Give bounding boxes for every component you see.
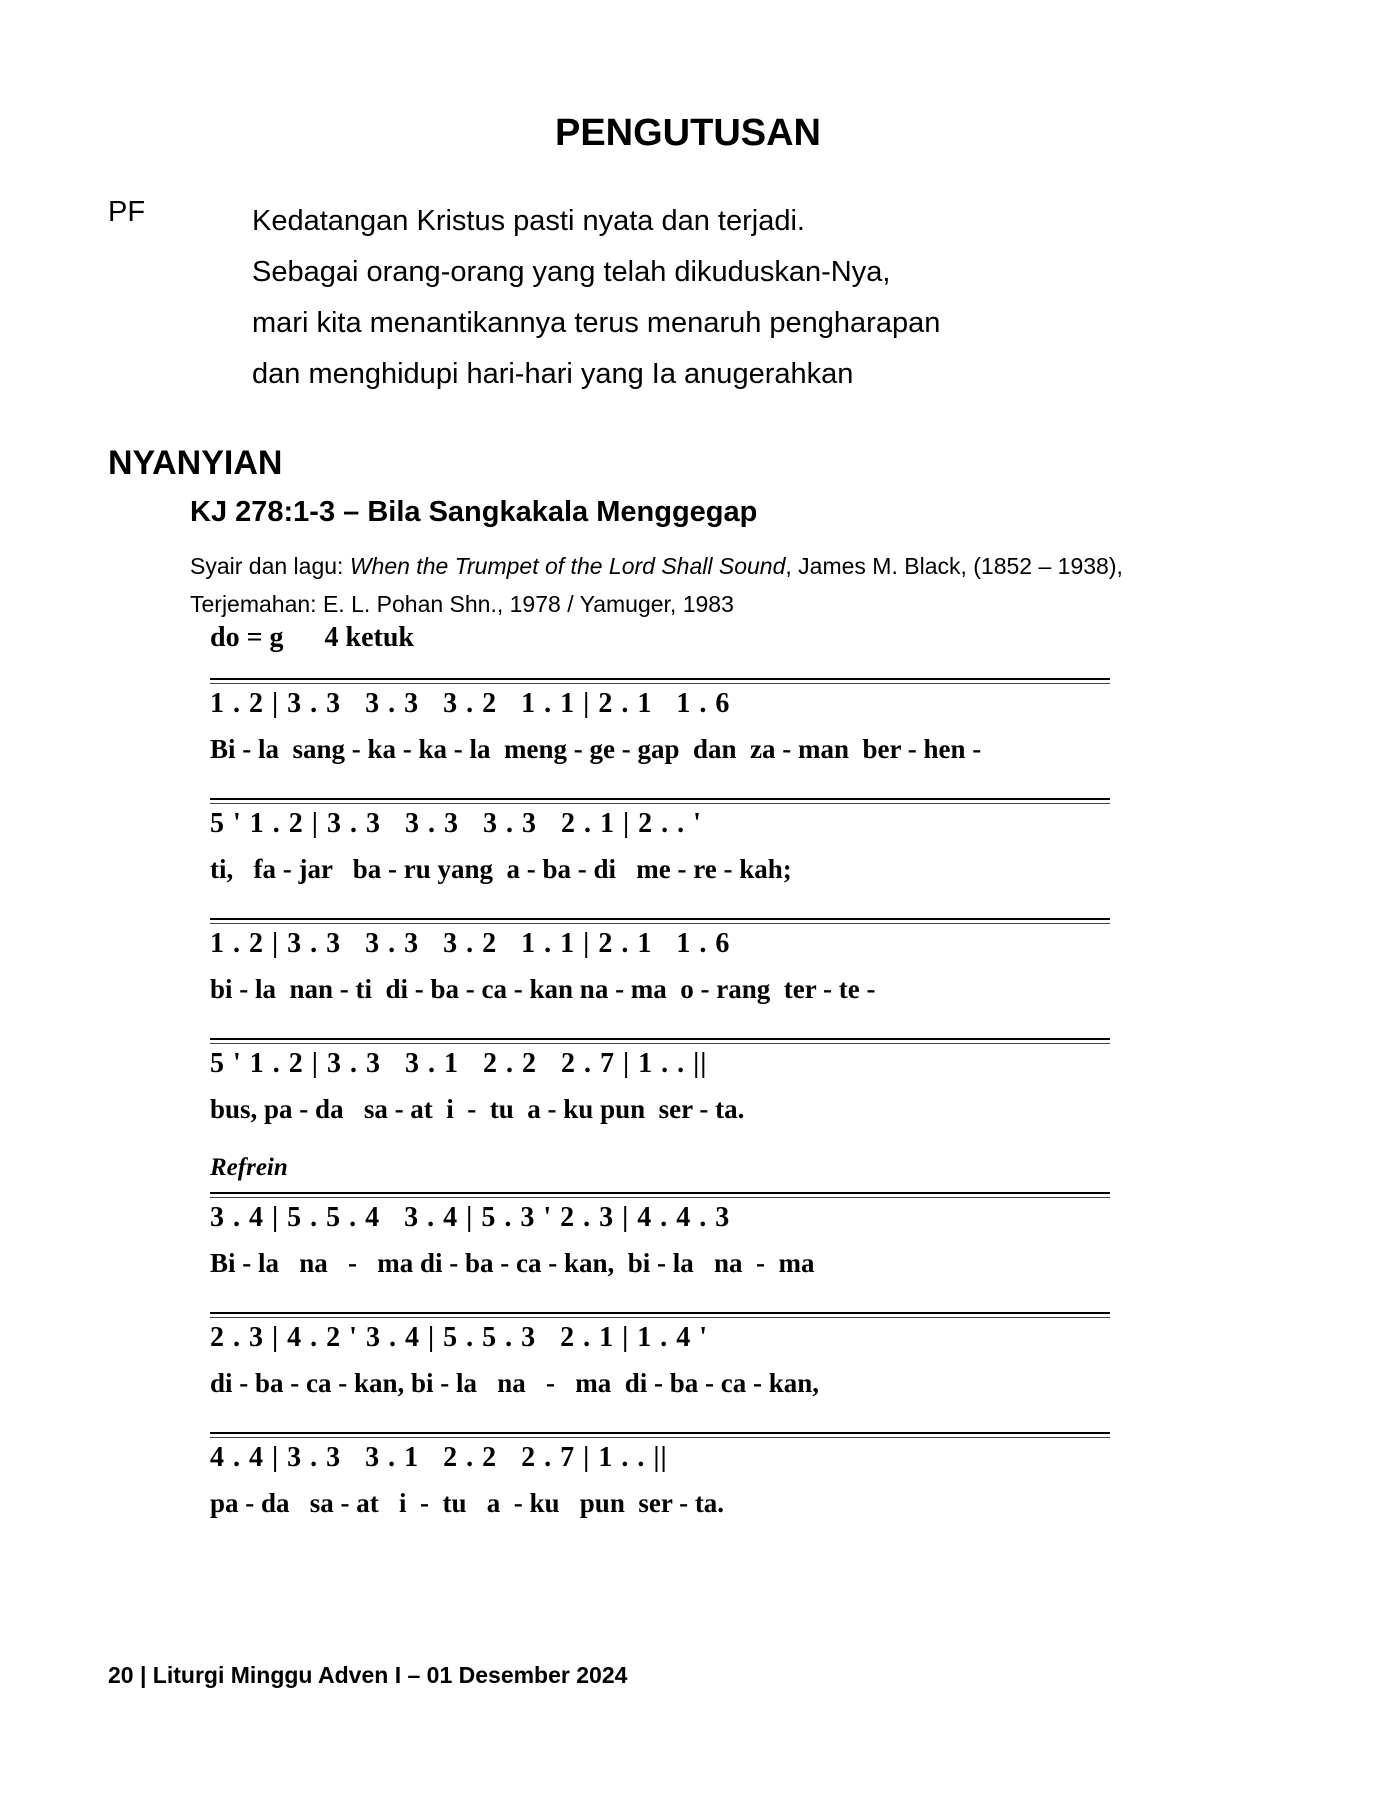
- lyrics-row: bi - la nan - ti di - ba - ca - kan na - ma o - rang ter - te -: [210, 974, 876, 1004]
- credit-prefix: Syair dan lagu:: [190, 553, 350, 579]
- lyrics-row: ti, fa - jar ba - ru yang a - ba - di me - re - kah;: [210, 854, 792, 884]
- notes-row: 2 . 3 | 4 . 2 ' 3 . 4 | 5 . 5 . 3 2 . 1 | 1 . 4 ': [210, 1308, 1110, 1368]
- page-footer: 20 | Liturgi Minggu Adven I – 01 Desember 2024: [108, 1662, 628, 1688]
- notes-row: 4 . 4 | 3 . 3 3 . 1 2 . 2 2 . 7 | 1 . . ||: [210, 1428, 1110, 1488]
- translation-line: Terjemahan: E. L. Pohan Shn., 1978 / Yamuger, 1983: [190, 591, 734, 617]
- hymn-title: KJ 278:1-3 – Bila Sangkakala Menggegap: [190, 496, 758, 528]
- section-heading: NYANYIAN: [108, 444, 283, 482]
- notes-row: 3 . 4 | 5 . 5 . 4 3 . 4 | 5 . 3 ' 2 . 3 | 4 . 4 . 3: [210, 1188, 1110, 1248]
- pf-line: mari kita menantikannya terus menaruh pengharapan: [252, 307, 941, 339]
- lyrics-row: Bi - la na - ma di - ba - ca - kan, bi - la na - ma: [210, 1248, 815, 1278]
- key-line: [210, 622, 1110, 674]
- credit-work: When the Trumpet of the Lord Shall Sound: [349, 553, 786, 579]
- pf-label: PF: [108, 196, 146, 228]
- score-system: [210, 1428, 1110, 1532]
- lyrics-row: bus, pa - da sa - at i - tu a - ku pun ser - ta.: [210, 1094, 745, 1124]
- refrain-label: Refrein: [210, 1154, 288, 1181]
- pf-line: Sebagai orang-orang yang telah dikuduskan-Nya,: [252, 256, 891, 288]
- score-system: [210, 1034, 1110, 1138]
- notes-row: 1 . 2 | 3 . 3 3 . 3 3 . 2 1 . 1 | 2 . 1 1 . 6: [210, 914, 1110, 974]
- lyrics-row: pa - da sa - at i - tu a - ku pun ser - ta.: [210, 1488, 725, 1518]
- credit-line: [190, 547, 1123, 585]
- page-title: PENGUTUSAN: [554, 112, 822, 154]
- notes-row: 5 ' 1 . 2 | 3 . 3 3 . 1 2 . 2 2 . 7 | 1 . . ||: [210, 1034, 1110, 1094]
- meter: 4 ketuk: [324, 622, 414, 653]
- hymn-credits: [190, 547, 1123, 623]
- pf-text: [252, 196, 940, 400]
- pf-line: Kedatangan Kristus pasti nyata dan terjadi.: [252, 205, 805, 237]
- score-system: [210, 914, 1110, 1018]
- pf-line: dan menghidupi hari-hari yang Ia anugerahkan: [252, 358, 854, 390]
- score-system: [210, 794, 1110, 898]
- key-signature: do = g: [210, 622, 284, 653]
- credit-rest: , James M. Black, (1852 – 1938),: [785, 553, 1123, 579]
- score-system: [210, 1188, 1110, 1292]
- notes-row: 5 ' 1 . 2 | 3 . 3 3 . 3 3 . 3 2 . 1 | 2 . . ': [210, 794, 1110, 854]
- music-score: [210, 622, 1110, 1548]
- score-system: [210, 1308, 1110, 1412]
- lyrics-row: Bi - la sang - ka - ka - la meng - ge - gap dan za - man ber - hen -: [210, 734, 982, 764]
- lyrics-row: di - ba - ca - kan, bi - la na - ma di - ba - ca - kan,: [210, 1368, 820, 1398]
- score-system: [210, 674, 1110, 778]
- notes-row: 1 . 2 | 3 . 3 3 . 3 3 . 2 1 . 1 | 2 . 1 1 . 6: [210, 674, 1110, 734]
